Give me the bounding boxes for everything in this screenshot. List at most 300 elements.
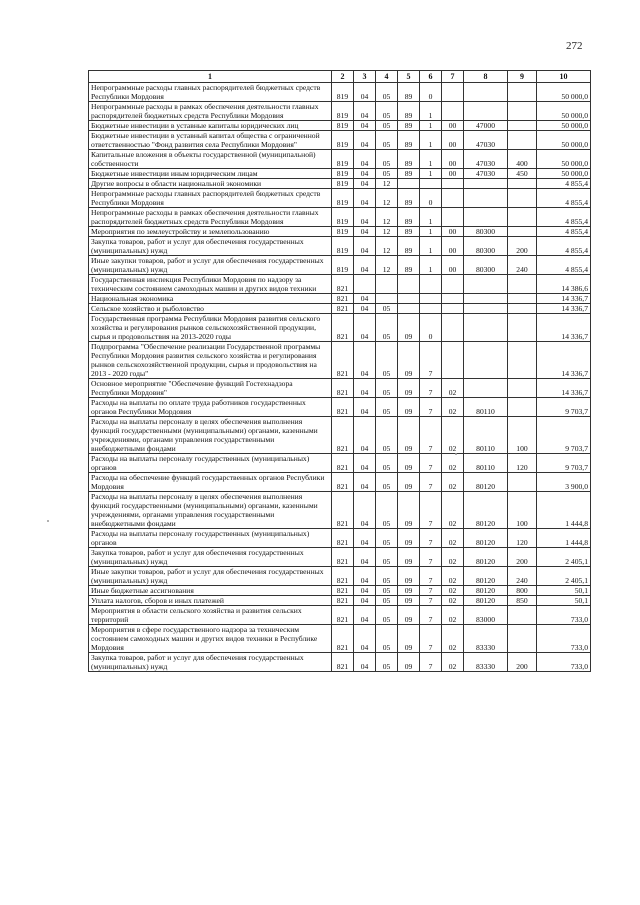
row-code: 821 xyxy=(332,567,354,586)
table-row xyxy=(89,275,591,294)
row-code: 05 xyxy=(376,653,398,672)
row-code xyxy=(420,304,442,314)
row-code: 400 xyxy=(508,150,537,169)
row-code xyxy=(464,102,508,121)
row-amount: 14 336,7 xyxy=(537,342,591,379)
row-description: Подпрограмма "Обеспечение реализации Государственной программы Республики Мордовия развития сельского хозяйства и регулирования рынков сельскохозяйственной продукции, сырья и продовольствия на 2013 - 2020 годы" xyxy=(89,342,332,379)
row-code: 819 xyxy=(332,102,354,121)
row-code: 05 xyxy=(376,169,398,179)
row-code: 04 xyxy=(354,131,376,150)
row-code: 09 xyxy=(398,492,420,529)
row-amount: 14 336,7 xyxy=(537,314,591,342)
row-code: 47030 xyxy=(464,150,508,169)
row-code: 7 xyxy=(420,596,442,606)
row-code: 80120 xyxy=(464,596,508,606)
row-code xyxy=(464,208,508,227)
row-code: 200 xyxy=(508,237,537,256)
row-description: Капитальные вложения в объекты государственной (муниципальной) собственности xyxy=(89,150,332,169)
row-description: Национальная экономика xyxy=(89,294,332,304)
row-code: 05 xyxy=(376,567,398,586)
column-header: 8 xyxy=(464,71,508,83)
row-code: 02 xyxy=(442,454,464,473)
row-code: 05 xyxy=(376,150,398,169)
row-code: 04 xyxy=(354,529,376,548)
row-code: 1 xyxy=(420,169,442,179)
column-header: 5 xyxy=(398,71,420,83)
row-code xyxy=(508,227,537,237)
row-code: 04 xyxy=(354,169,376,179)
row-amount: 50 000,0 xyxy=(537,83,591,102)
row-code xyxy=(420,275,442,294)
row-code: 09 xyxy=(398,596,420,606)
row-code: 04 xyxy=(354,596,376,606)
page-number: 272 xyxy=(566,40,583,52)
row-code xyxy=(508,314,537,342)
row-code: 09 xyxy=(398,625,420,653)
table-row xyxy=(89,454,591,473)
row-code: 04 xyxy=(354,417,376,454)
row-amount: 14 336,7 xyxy=(537,294,591,304)
table-row xyxy=(89,379,591,398)
row-code: 00 xyxy=(442,237,464,256)
row-amount: 50 000,0 xyxy=(537,131,591,150)
row-code: 100 xyxy=(508,492,537,529)
row-code: 80120 xyxy=(464,567,508,586)
row-code xyxy=(508,102,537,121)
row-code: 05 xyxy=(376,379,398,398)
row-code: 05 xyxy=(376,417,398,454)
row-code xyxy=(464,189,508,208)
table-row xyxy=(89,417,591,454)
row-code: 05 xyxy=(376,473,398,492)
row-code xyxy=(508,179,537,189)
row-amount: 9 703,7 xyxy=(537,454,591,473)
row-code: 7 xyxy=(420,379,442,398)
row-code: 80300 xyxy=(464,237,508,256)
row-code: 100 xyxy=(508,417,537,454)
row-code: 7 xyxy=(420,473,442,492)
row-code: 819 xyxy=(332,208,354,227)
row-code: 09 xyxy=(398,417,420,454)
row-amount: 50 000,0 xyxy=(537,121,591,131)
row-code: 02 xyxy=(442,398,464,417)
row-code: 1 xyxy=(420,121,442,131)
row-amount: 733,0 xyxy=(537,653,591,672)
row-code: 0 xyxy=(420,83,442,102)
row-code: 04 xyxy=(354,189,376,208)
row-description: Закупка товаров, работ и услуг для обеспечения государственных (муниципальных) нужд xyxy=(89,653,332,672)
row-description: Закупка товаров, работ и услуг для обеспечения государственных (муниципальных) нужд xyxy=(89,237,332,256)
column-header: 3 xyxy=(354,71,376,83)
row-amount: 4 855,4 xyxy=(537,256,591,275)
row-code: 05 xyxy=(376,314,398,342)
row-code: 05 xyxy=(376,492,398,529)
table-row xyxy=(89,342,591,379)
row-code: 821 xyxy=(332,417,354,454)
row-code xyxy=(464,342,508,379)
row-code xyxy=(354,275,376,294)
table-row xyxy=(89,492,591,529)
row-code: 04 xyxy=(354,208,376,227)
row-description: Иные закупки товаров, работ и услуг для обеспечения государственных (муниципальных) нужд xyxy=(89,567,332,586)
row-amount: 1 444,8 xyxy=(537,529,591,548)
table-row xyxy=(89,83,591,102)
row-code: 04 xyxy=(354,586,376,596)
row-code: 09 xyxy=(398,473,420,492)
row-code: 02 xyxy=(442,596,464,606)
row-code xyxy=(398,294,420,304)
row-code xyxy=(376,275,398,294)
table-row xyxy=(89,653,591,672)
table-row xyxy=(89,586,591,596)
row-code: 200 xyxy=(508,548,537,567)
row-code: 89 xyxy=(398,150,420,169)
row-code: 819 xyxy=(332,131,354,150)
row-code xyxy=(464,275,508,294)
row-amount: 4 855,4 xyxy=(537,227,591,237)
row-code: 80300 xyxy=(464,256,508,275)
row-code xyxy=(508,379,537,398)
row-code: 00 xyxy=(442,150,464,169)
row-code: 83330 xyxy=(464,653,508,672)
table-row xyxy=(89,398,591,417)
row-description: Расходы на выплаты персоналу в целях обеспечения выполнения функций государственными (муниципальными) органами, казенными учреждениями, органами управления государственными внебюджетными фондами xyxy=(89,492,332,529)
row-code: 821 xyxy=(332,606,354,625)
row-code: 819 xyxy=(332,150,354,169)
row-code: 09 xyxy=(398,548,420,567)
row-code: 821 xyxy=(332,454,354,473)
row-code xyxy=(420,294,442,304)
row-code: 05 xyxy=(376,398,398,417)
row-code: 7 xyxy=(420,606,442,625)
row-code: 0 xyxy=(420,314,442,342)
column-header: 6 xyxy=(420,71,442,83)
row-description: Непрограммные расходы в рамках обеспечения деятельности главных распорядителей бюджетных средств Республики Мордовия xyxy=(89,102,332,121)
row-code: 09 xyxy=(398,379,420,398)
row-code: 821 xyxy=(332,653,354,672)
row-code: 819 xyxy=(332,256,354,275)
row-code: 12 xyxy=(376,179,398,189)
row-code xyxy=(508,398,537,417)
row-code: 821 xyxy=(332,596,354,606)
column-header: 9 xyxy=(508,71,537,83)
row-code: 7 xyxy=(420,586,442,596)
table-row xyxy=(89,529,591,548)
row-code: 04 xyxy=(354,606,376,625)
row-description: Расходы на выплаты персоналу государственных (муниципальных) органов xyxy=(89,454,332,473)
row-code: 7 xyxy=(420,653,442,672)
row-code: 04 xyxy=(354,379,376,398)
row-code: 800 xyxy=(508,586,537,596)
row-code: 05 xyxy=(376,625,398,653)
table-row xyxy=(89,179,591,189)
row-description: Непрограммные расходы главных распорядителей бюджетных средств Республики Мордовия xyxy=(89,189,332,208)
row-code xyxy=(398,275,420,294)
row-code: 00 xyxy=(442,256,464,275)
row-code: 02 xyxy=(442,653,464,672)
row-code xyxy=(442,304,464,314)
row-code xyxy=(508,275,537,294)
row-code xyxy=(442,208,464,227)
row-code: 821 xyxy=(332,314,354,342)
row-description: Другие вопросы в области национальной экономики xyxy=(89,179,332,189)
row-amount: 14 386,6 xyxy=(537,275,591,294)
row-code: 80120 xyxy=(464,529,508,548)
table-row xyxy=(89,473,591,492)
row-code: 02 xyxy=(442,417,464,454)
table-row xyxy=(89,131,591,150)
scan-speck xyxy=(455,453,457,455)
row-description: Расходы на обеспечение функций государственных органов Республики Мордовия xyxy=(89,473,332,492)
row-code xyxy=(442,83,464,102)
row-code: 02 xyxy=(442,548,464,567)
row-code xyxy=(442,179,464,189)
row-code: 02 xyxy=(442,492,464,529)
row-description: Сельское хозяйство и рыболовство xyxy=(89,304,332,314)
row-code: 12 xyxy=(376,256,398,275)
row-code: 05 xyxy=(376,83,398,102)
row-code: 83330 xyxy=(464,625,508,653)
row-description: Бюджетные инвестиции в уставный капитал общества с ограниченной ответственностью "Фонд развития села Республики Мордовия" xyxy=(89,131,332,150)
row-amount: 2 405,1 xyxy=(537,567,591,586)
row-description: Закупка товаров, работ и услуг для обеспечения государственных (муниципальных) нужд xyxy=(89,548,332,567)
row-code: 05 xyxy=(376,596,398,606)
row-description: Государственная программа Республики Мордовия развития сельского хозяйства и регулирования рынков сельскохозяйственной продукции, сырья и продовольствия на 2013-2020 годы xyxy=(89,314,332,342)
row-description: Непрограммные расходы главных распорядителей бюджетных средств Республики Мордовия xyxy=(89,83,332,102)
row-code: 1 xyxy=(420,150,442,169)
row-code: 09 xyxy=(398,606,420,625)
row-code: 09 xyxy=(398,567,420,586)
row-code: 821 xyxy=(332,304,354,314)
row-code: 821 xyxy=(332,492,354,529)
row-description: Иные бюджетные ассигнования xyxy=(89,586,332,596)
row-code: 819 xyxy=(332,121,354,131)
row-code: 7 xyxy=(420,548,442,567)
row-code: 04 xyxy=(354,83,376,102)
row-code: 04 xyxy=(354,625,376,653)
row-code: 7 xyxy=(420,529,442,548)
row-code xyxy=(508,294,537,304)
scan-speck xyxy=(47,520,49,522)
row-code xyxy=(508,625,537,653)
row-code: 80110 xyxy=(464,417,508,454)
row-code xyxy=(464,179,508,189)
row-code: 89 xyxy=(398,237,420,256)
row-code: 0 xyxy=(420,189,442,208)
row-code: 04 xyxy=(354,653,376,672)
row-amount: 4 855,4 xyxy=(537,179,591,189)
row-code: 80110 xyxy=(464,454,508,473)
row-code: 7 xyxy=(420,567,442,586)
row-amount: 1 444,8 xyxy=(537,492,591,529)
row-code xyxy=(508,304,537,314)
row-code xyxy=(442,189,464,208)
row-amount: 733,0 xyxy=(537,606,591,625)
table-row xyxy=(89,208,591,227)
row-code xyxy=(420,179,442,189)
row-code xyxy=(508,342,537,379)
row-description: Непрограммные расходы в рамках обеспечения деятельности главных распорядителей бюджетных средств Республики Мордовия xyxy=(89,208,332,227)
row-code: 821 xyxy=(332,529,354,548)
row-code: 89 xyxy=(398,256,420,275)
row-code: 240 xyxy=(508,567,537,586)
row-code xyxy=(376,294,398,304)
row-amount: 4 855,4 xyxy=(537,237,591,256)
row-code: 200 xyxy=(508,653,537,672)
row-code: 1 xyxy=(420,102,442,121)
row-code: 04 xyxy=(354,179,376,189)
row-code: 12 xyxy=(376,208,398,227)
table-row xyxy=(89,596,591,606)
row-code: 04 xyxy=(354,314,376,342)
row-code: 00 xyxy=(442,169,464,179)
row-code xyxy=(508,121,537,131)
row-description: Расходы на выплаты персоналу в целях обеспечения выполнения функций государственными (муниципальными) органами, казенными учреждениями, органами управления государственными внебюджетными фондами xyxy=(89,417,332,454)
row-code: 80120 xyxy=(464,586,508,596)
row-code xyxy=(442,102,464,121)
row-code: 09 xyxy=(398,342,420,379)
row-description: Расходы на выплаты персоналу государственных (муниципальных) органов xyxy=(89,529,332,548)
row-code: 80300 xyxy=(464,227,508,237)
row-code: 819 xyxy=(332,169,354,179)
row-code xyxy=(442,294,464,304)
row-amount: 4 855,4 xyxy=(537,208,591,227)
row-code xyxy=(398,179,420,189)
row-code: 00 xyxy=(442,227,464,237)
row-code: 450 xyxy=(508,169,537,179)
row-code: 1 xyxy=(420,131,442,150)
table-row xyxy=(89,227,591,237)
row-code: 819 xyxy=(332,83,354,102)
row-code: 00 xyxy=(442,121,464,131)
table-row xyxy=(89,625,591,653)
row-code: 821 xyxy=(332,342,354,379)
row-code: 09 xyxy=(398,398,420,417)
row-amount: 50,1 xyxy=(537,596,591,606)
column-header: 1 xyxy=(89,71,332,83)
row-code: 05 xyxy=(376,454,398,473)
row-code: 47030 xyxy=(464,169,508,179)
row-code: 819 xyxy=(332,189,354,208)
row-amount: 50 000,0 xyxy=(537,150,591,169)
column-header: 10 xyxy=(537,71,591,83)
row-code xyxy=(442,342,464,379)
row-code: 821 xyxy=(332,398,354,417)
table-row xyxy=(89,314,591,342)
row-code: 89 xyxy=(398,102,420,121)
row-description: Основное мероприятие "Обеспечение функций Гостехнадзора Республики Мордовия" xyxy=(89,379,332,398)
row-code: 80120 xyxy=(464,492,508,529)
row-code: 821 xyxy=(332,586,354,596)
row-amount: 50,1 xyxy=(537,586,591,596)
table-row xyxy=(89,294,591,304)
row-code: 04 xyxy=(354,256,376,275)
row-code: 02 xyxy=(442,473,464,492)
table-row xyxy=(89,102,591,121)
row-description: Бюджетные инвестиции иным юридическим лицам xyxy=(89,169,332,179)
table-row xyxy=(89,189,591,208)
row-code: 05 xyxy=(376,121,398,131)
row-code xyxy=(508,208,537,227)
row-code: 7 xyxy=(420,454,442,473)
row-code xyxy=(464,294,508,304)
row-code: 89 xyxy=(398,208,420,227)
row-code xyxy=(508,606,537,625)
row-code xyxy=(398,304,420,314)
row-code: 04 xyxy=(354,121,376,131)
row-code: 04 xyxy=(354,548,376,567)
row-code: 05 xyxy=(376,606,398,625)
table-row xyxy=(89,237,591,256)
row-amount: 733,0 xyxy=(537,625,591,653)
row-code: 02 xyxy=(442,567,464,586)
row-amount: 9 703,7 xyxy=(537,417,591,454)
row-code: 821 xyxy=(332,548,354,567)
table-row xyxy=(89,150,591,169)
row-code: 12 xyxy=(376,227,398,237)
row-code: 05 xyxy=(376,102,398,121)
row-code: 47000 xyxy=(464,121,508,131)
row-code: 47030 xyxy=(464,131,508,150)
row-code: 04 xyxy=(354,454,376,473)
row-code: 7 xyxy=(420,398,442,417)
column-header: 7 xyxy=(442,71,464,83)
row-code: 00 xyxy=(442,131,464,150)
row-description: Бюджетные инвестиции в уставные капиталы юридических лиц xyxy=(89,121,332,131)
row-code: 09 xyxy=(398,529,420,548)
row-code: 04 xyxy=(354,567,376,586)
row-code: 05 xyxy=(376,131,398,150)
row-code: 89 xyxy=(398,169,420,179)
row-code: 821 xyxy=(332,379,354,398)
row-code: 04 xyxy=(354,342,376,379)
row-code: 12 xyxy=(376,237,398,256)
row-code: 04 xyxy=(354,473,376,492)
row-code: 821 xyxy=(332,294,354,304)
column-header: 2 xyxy=(332,71,354,83)
row-code xyxy=(508,131,537,150)
row-code xyxy=(508,473,537,492)
row-code xyxy=(508,189,537,208)
row-code: 7 xyxy=(420,417,442,454)
row-code: 05 xyxy=(376,304,398,314)
row-code: 04 xyxy=(354,102,376,121)
row-amount: 14 336,7 xyxy=(537,379,591,398)
row-code: 04 xyxy=(354,237,376,256)
row-description: Мероприятия в сфере государственного надзора за техническим состоянием самоходных машин и других видов техники в Республике Мордовия xyxy=(89,625,332,653)
row-code: 89 xyxy=(398,189,420,208)
row-code: 819 xyxy=(332,227,354,237)
row-code: 89 xyxy=(398,131,420,150)
row-code: 120 xyxy=(508,529,537,548)
row-description: Уплата налогов, сборов и иных платежей xyxy=(89,596,332,606)
row-code: 80110 xyxy=(464,398,508,417)
row-code: 04 xyxy=(354,304,376,314)
row-code xyxy=(442,275,464,294)
row-code xyxy=(464,314,508,342)
row-description: Государственная инспекция Республики Мордовия по надзору за техническим состоянием самоходных машин и других видов техники xyxy=(89,275,332,294)
row-code: 04 xyxy=(354,492,376,529)
row-code: 821 xyxy=(332,275,354,294)
row-amount: 3 900,0 xyxy=(537,473,591,492)
row-amount: 4 855,4 xyxy=(537,189,591,208)
row-code: 09 xyxy=(398,454,420,473)
row-code: 240 xyxy=(508,256,537,275)
row-code: 1 xyxy=(420,227,442,237)
row-code: 1 xyxy=(420,237,442,256)
row-code: 1 xyxy=(420,256,442,275)
row-code: 05 xyxy=(376,586,398,596)
